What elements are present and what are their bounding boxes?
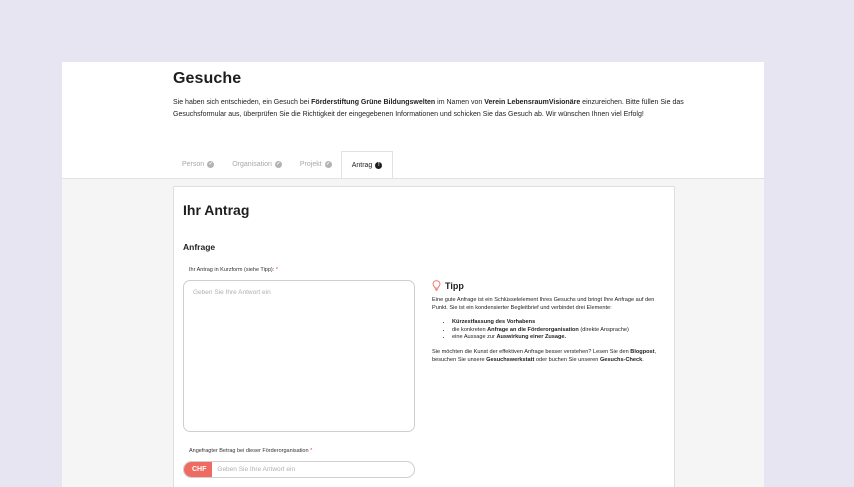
tip-header: [432, 280, 670, 291]
tip-bullet-3: [452, 334, 670, 342]
tip-bullet-2: [452, 327, 670, 335]
request-placeholder: Geben Sie Ihre Antwort ein: [193, 289, 271, 296]
tip-title: Tipp: [445, 280, 464, 291]
intro-middle: im Namen von: [435, 99, 485, 106]
check-icon: ✓: [208, 161, 213, 167]
amount-label-text: Angefragter Betrag bei dieser Förderorganisation: [189, 448, 309, 454]
gesuchs-check-link[interactable]: Gesuchs-Check: [599, 356, 643, 363]
tip-bullet-3-bold: Auswirkung einer Zusage.: [496, 334, 567, 341]
intro-text: [173, 97, 693, 121]
required-mark: *: [275, 267, 278, 273]
currency-badge: CHF: [184, 462, 212, 477]
required-mark: *: [310, 448, 313, 454]
tip-bullet-2-prefix: die konkreten: [452, 326, 488, 333]
step-tabs: [173, 151, 393, 178]
tip-p2-a: Sie möchten die Kunst der effektiven Anfrage besser verstehen? Lesen Sie den: [432, 348, 631, 355]
tip-panel: [432, 280, 670, 371]
antrag-card: [173, 186, 675, 487]
request-textarea[interactable]: [183, 280, 415, 432]
page-title: Gesuche: [173, 70, 242, 87]
tab-person[interactable]: [173, 151, 223, 178]
main-page: [62, 62, 764, 487]
tip-p2-d: .: [642, 356, 644, 363]
tab-projekt[interactable]: [291, 151, 341, 178]
foundation-name: Förderstiftung Grüne Bildungswelten: [311, 99, 436, 106]
lightbulb-icon: [432, 280, 441, 291]
check-icon: ✓: [326, 161, 331, 167]
form-area: [62, 178, 764, 487]
amount-input[interactable]: [183, 461, 415, 478]
section-title: Anfrage: [183, 242, 216, 252]
tab-organisation[interactable]: [223, 151, 291, 178]
tip-bullet-2-bold: Anfrage an die Förderorganisation: [487, 326, 579, 333]
request-field-label: [189, 267, 278, 273]
tip-bullet-1-bold: Kürzestfassung des Vorhabens: [452, 319, 536, 326]
intro-suffix: einzureichen. Bitte füllen Sie das Gesuchsformular aus, überprüfen Sie die Richtigkeit der eingegebenen Informationen und schicken Sie das Gesuch ab. Wir wünschen Ihnen viel Erfolg!: [173, 99, 684, 118]
info-icon: !: [375, 162, 382, 169]
tip-p2-c: oder buchen Sie unseren: [534, 356, 600, 363]
tip-bullet-2-suffix: (direkte Ansprache): [578, 326, 629, 333]
tip-bullet-1: [452, 319, 670, 327]
gesuchswerkstatt-link[interactable]: Gesuchswerkstatt: [486, 356, 535, 363]
tip-list: [432, 319, 670, 342]
tab-projekt-label: Projekt: [299, 161, 322, 168]
tab-antrag-label: Antrag: [351, 162, 373, 169]
tab-organisation-label: Organisation: [232, 161, 272, 168]
page-header: [62, 62, 764, 178]
tip-paragraph-2: [432, 349, 670, 364]
tab-antrag[interactable]: [341, 151, 394, 179]
tip-p2-b: , besuchen Sie unsere: [432, 348, 657, 363]
intro-prefix: Sie haben sich entschieden, ein Gesuch bei: [173, 99, 312, 106]
tip-bullet-3-prefix: eine Aussage zur: [452, 334, 497, 341]
request-label-text: Ihr Antrag in Kurzform (siehe Tipp):: [189, 267, 275, 273]
card-title: Ihr Antrag: [183, 202, 250, 218]
tip-paragraph-1: Eine gute Anfrage ist ein Schlüsselelement Ihres Gesuchs und bringt Ihre Anfrage auf den Punkt. Sie ist ein kondensierter Begleitbrief und verbindet drei Elemente:: [432, 297, 655, 311]
amount-field-label: [189, 448, 312, 454]
check-icon: ✓: [276, 161, 281, 167]
amount-placeholder: Geben Sie Ihre Antwort ein: [217, 466, 296, 473]
organization-name: Verein LebensraumVisionäre: [484, 99, 581, 106]
tab-person-label: Person: [182, 161, 205, 168]
blogpost-link[interactable]: Blogpost: [630, 348, 655, 355]
